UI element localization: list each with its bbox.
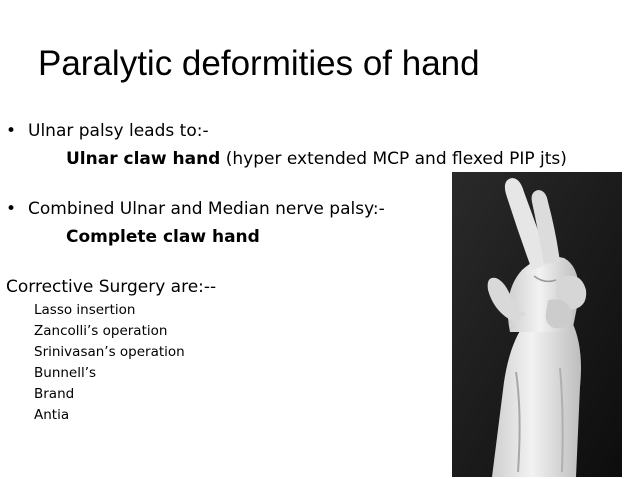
bold-term: Ulnar claw hand xyxy=(66,149,221,169)
sub-bullet-complete-claw-hand xyxy=(66,226,260,248)
bullet-text: Ulnar palsy leads to:- xyxy=(28,121,209,141)
slide-title: Paralytic deformities of hand xyxy=(38,44,480,83)
corrective-surgery-heading: Corrective Surgery are:-- xyxy=(6,277,217,297)
bullet-combined-palsy xyxy=(6,198,385,220)
claw-hand-illustration xyxy=(452,172,622,477)
bullet-ulnar-palsy xyxy=(6,120,209,142)
claw-hand-photo xyxy=(452,172,622,477)
bullet-text: Combined Ulnar and Median nerve palsy:- xyxy=(28,199,385,219)
procedure-item: Lasso insertion xyxy=(34,302,136,318)
procedure-item: Srinivasan’s operation xyxy=(34,344,185,360)
sub-bullet-ulnar-claw-hand xyxy=(66,148,567,170)
procedure-item: Bunnell’s xyxy=(34,365,97,381)
procedure-item: Zancolli’s operation xyxy=(34,323,168,339)
bullet-mark: • xyxy=(6,199,17,219)
procedure-item: Antia xyxy=(34,407,70,423)
procedure-item: Brand xyxy=(34,386,75,402)
bold-term: Complete claw hand xyxy=(66,227,260,247)
bullet-mark: • xyxy=(6,121,17,141)
term-description: (hyper extended MCP and flexed PIP jts) xyxy=(220,149,567,169)
